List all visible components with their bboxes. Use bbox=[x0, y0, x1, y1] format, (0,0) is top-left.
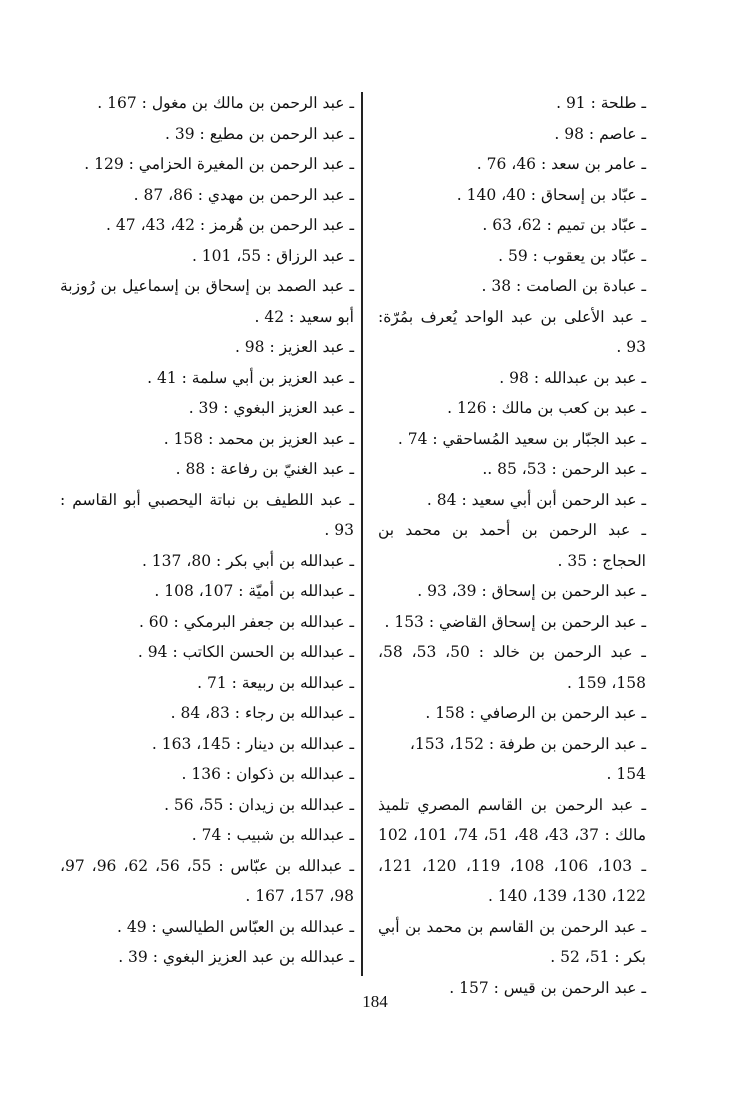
index-entry: ـ عبد الرحمن بن طرفة : 152، 153، 154 . bbox=[409, 734, 646, 783]
index-entry: ـ عبّاد بن تميم : 62، 63 . bbox=[482, 216, 646, 234]
index-entry: ـ عبد الرحمن بن قيس : 157 . bbox=[449, 978, 646, 997]
index-entry: ـ عبد العزيز بن محمد : 158 . bbox=[163, 429, 354, 448]
index-entry: ـ عبدالله بن عبد العزيز البغوي : 39 . bbox=[118, 948, 354, 966]
index-entry: ـ عبد الغنيّ بن رفاعة : 88 . bbox=[175, 460, 354, 478]
index-entry: ـ عبد الرحمن : 53، 85 .. bbox=[482, 460, 646, 478]
index-entry: ـ عبد الرحمن بن المغيرة الحزامي : 129 . bbox=[84, 155, 354, 173]
index-entry: ـ عبدالله بن العبّاس الطيالسي : 49 . bbox=[116, 917, 354, 936]
index-entry: ـ عبد بن عبدالله : 98 . bbox=[499, 368, 646, 387]
index-entry: ـ عاصم : 98 . bbox=[554, 124, 646, 143]
index-entry: ـ عبدالله بن شبيب : 74 . bbox=[191, 826, 354, 844]
index-entry: ـ طلحة : 91 . bbox=[556, 94, 646, 112]
index-entry: ـ عبد الرحمن بن الرصافي : 158 . bbox=[425, 704, 646, 722]
index-entry: ـ عامر بن سعد : 46، 76 . bbox=[476, 155, 646, 173]
index-entry: ـ عبدالله بن جعفر البرمكي : 60 . bbox=[138, 612, 354, 631]
index-entry: ـ عبد العزيز البغوي : 39 . bbox=[188, 399, 354, 417]
index-entry: ـ عبد العزيز بن أبي سلمة : 41 . bbox=[147, 368, 354, 387]
index-entry: ـ عبد الجبّار بن سعيد المُساحقي : 74 . bbox=[397, 429, 646, 448]
index-entry: ـ عبد الرحمن بن مطيع : 39 . bbox=[165, 124, 354, 143]
index-entry: ـ عبد الرحمن بن مهدي : 86، 87 . bbox=[133, 185, 354, 204]
index-entry: ـ عبد الرحمن بن هُرمز : 42، 43، 47 . bbox=[106, 216, 354, 234]
index-entry: ـ عبدالله بن ربيعة : 71 . bbox=[197, 673, 354, 692]
page-number: 184 bbox=[362, 992, 388, 1011]
index-entry: ـ عبدالله بن أبي بكر : 80، 137 . bbox=[141, 551, 354, 570]
index-entry: ـ عبدالله بن عبّاس : 55، 56، 62، 96، 97، 98، 157، 167 . bbox=[60, 856, 355, 905]
index-entry: ـ عبدالله بن ذكوان : 136 . bbox=[181, 765, 354, 783]
index-column-right bbox=[378, 88, 646, 1003]
index-entry: ـ عبد الرحمن بن إسحاق القاضي : 153 . bbox=[384, 612, 646, 631]
index-entry: ـ عبّاد بن يعقوب : 59 . bbox=[498, 246, 646, 265]
index-entry: ـ عبد الصمد بن إسحاق بن إسماعيل بن رُوزبة أبو سعيد : 42 . bbox=[60, 277, 354, 326]
index-entry: ـ عبد الرحمن بن إسحاق : 39، 93 . bbox=[417, 582, 646, 600]
index-entry: ـ عبدالله بن دينار : 145، 163 . bbox=[151, 734, 354, 753]
index-entry: ـ عبد الرحمن بن أحمد بن محمد بن الحجاج : 35 . bbox=[378, 521, 646, 570]
index-entry: ـ عبّاد بن إسحاق : 40، 140 . bbox=[456, 185, 646, 204]
index-entry: ـ عبد الرزاق : 55، 101 . bbox=[191, 246, 354, 265]
index-entry: ـ عبادة بن الصامت : 38 . bbox=[481, 277, 646, 295]
index-entry: ـ عبدالله بن الحسن الكاتب : 94 . bbox=[137, 643, 354, 661]
index-entry: ـ عبدالله بن أميّة : 107، 108 . bbox=[154, 582, 354, 600]
index-entry: ـ عبد الرحمن بن خالد : 50، 53، 58، 158، 159 . bbox=[378, 643, 646, 692]
index-column-left bbox=[60, 88, 354, 973]
index-entry: ـ عبد الأعلى بن عبد الواحد يُعرف بمُرّة: 93 . bbox=[378, 307, 646, 356]
index-entry: ـ عبد الرحمن بن مالك بن مغول : 167 . bbox=[97, 94, 354, 112]
index-entry: ـ عبد بن كعب بن مالك : 126 . bbox=[447, 399, 646, 417]
index-entry: ـ عبدالله بن زيدان : 55، 56 . bbox=[164, 795, 354, 814]
index-entry: ـ عبد الرحمن أبن أبي سعيد : 84 . bbox=[426, 490, 646, 509]
index-entry: ـ عبدالله بن رجاء : 83، 84 . bbox=[170, 704, 354, 722]
index-entry: ـ عبد الرحمن بن القاسم بن محمد بن أبي بكر : 51، 52 . bbox=[378, 917, 646, 966]
index-entry: ـ عبد العزيز : 98 . bbox=[234, 338, 354, 356]
index-entry: ـ عبد الرحمن بن القاسم المصري تلميذ مالك : 37، 43، 48، 51، 74، 101، 102 ـ 103، 106، 108، 119، 120، 121، 122، 130، 139، 140 . bbox=[378, 795, 646, 905]
index-entry: ـ عبد اللطيف بن نباتة اليحصبي أبو القاسم : 93 . bbox=[60, 490, 354, 539]
column-divider bbox=[361, 92, 363, 976]
